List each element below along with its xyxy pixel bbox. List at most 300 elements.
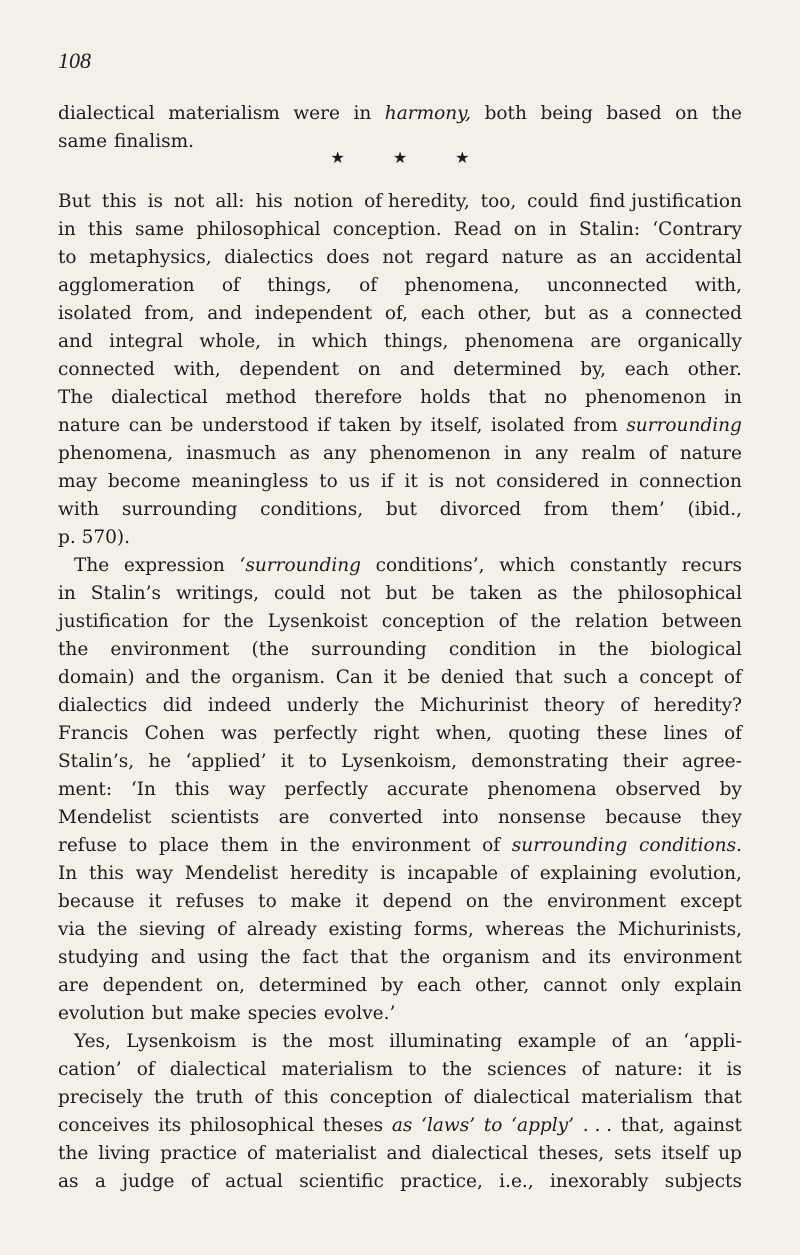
paragraph-lysenkoism bbox=[58, 1028, 742, 1196]
word: of bbox=[359, 275, 378, 296]
text-line bbox=[58, 272, 742, 300]
word: the bbox=[260, 947, 291, 968]
text-line bbox=[58, 328, 742, 356]
word: such bbox=[563, 667, 608, 688]
word: is bbox=[726, 1059, 742, 1080]
word: phenomena bbox=[464, 331, 574, 352]
word: that bbox=[488, 387, 527, 408]
word: a bbox=[621, 303, 633, 324]
word: no bbox=[544, 387, 568, 408]
word: as bbox=[58, 1171, 79, 1192]
word: and bbox=[145, 667, 181, 688]
word: nature bbox=[58, 415, 121, 436]
word: this bbox=[101, 191, 137, 212]
word: materialism bbox=[168, 103, 280, 124]
star-icon: ★ bbox=[392, 148, 408, 167]
word: of bbox=[581, 1059, 600, 1080]
word: with, bbox=[173, 359, 221, 380]
word: any bbox=[323, 443, 357, 464]
word: philosophical bbox=[189, 1115, 315, 1136]
word: sciences bbox=[487, 1059, 567, 1080]
word: are bbox=[590, 331, 622, 352]
text-line bbox=[58, 888, 742, 916]
word: things, bbox=[267, 275, 332, 296]
word: theses bbox=[322, 1115, 384, 1136]
word: on bbox=[513, 219, 537, 240]
word: But bbox=[58, 191, 91, 212]
word: constantly bbox=[569, 555, 667, 576]
word: of bbox=[217, 919, 236, 940]
word: his bbox=[255, 191, 283, 212]
word: by bbox=[380, 975, 404, 996]
word: of bbox=[620, 695, 639, 716]
word: the bbox=[576, 919, 607, 940]
paragraph-stalin-quote bbox=[58, 188, 742, 552]
word: in bbox=[277, 331, 296, 352]
word: determined bbox=[258, 975, 368, 996]
word: unconnected bbox=[546, 275, 668, 296]
word: observed bbox=[615, 779, 701, 800]
text-line bbox=[58, 300, 742, 328]
word: may bbox=[58, 471, 98, 492]
word: notion bbox=[293, 191, 354, 212]
word: the bbox=[154, 1087, 185, 1108]
word: converted bbox=[328, 807, 423, 828]
word: Lysenkoism bbox=[126, 1031, 237, 1052]
word: its bbox=[158, 1115, 182, 1136]
word: they bbox=[701, 807, 742, 828]
word: does bbox=[326, 247, 370, 268]
word: example bbox=[517, 1031, 597, 1052]
word: into bbox=[442, 807, 479, 828]
word: their bbox=[622, 751, 668, 772]
word: refuses bbox=[175, 891, 245, 912]
word: were bbox=[293, 103, 340, 124]
word: surrounding bbox=[626, 415, 742, 436]
word: the bbox=[441, 1059, 473, 1080]
word: lines bbox=[663, 723, 708, 744]
word: to bbox=[128, 835, 148, 856]
word: concept bbox=[639, 667, 714, 688]
word: sieving bbox=[139, 919, 206, 940]
word: other, bbox=[475, 975, 530, 996]
word: connected bbox=[58, 359, 155, 380]
word: expression bbox=[123, 555, 225, 576]
word: that bbox=[514, 667, 553, 688]
word: of bbox=[723, 667, 742, 688]
word: it bbox=[383, 667, 397, 688]
text-line bbox=[58, 1112, 742, 1140]
word: an bbox=[644, 1031, 668, 1052]
word: it bbox=[280, 751, 295, 772]
word: environment bbox=[547, 891, 667, 912]
word: in bbox=[610, 471, 629, 492]
word: if bbox=[380, 471, 394, 492]
word: and bbox=[150, 947, 186, 968]
page-number: 108 bbox=[58, 48, 91, 73]
text-line bbox=[58, 384, 742, 412]
word: theses, bbox=[538, 1143, 605, 1164]
word: the bbox=[572, 583, 603, 604]
word: nonsense bbox=[498, 807, 586, 828]
word: because bbox=[58, 891, 135, 912]
word: most bbox=[328, 1031, 374, 1052]
word: illuminating bbox=[389, 1031, 503, 1052]
word: quoting bbox=[508, 723, 581, 744]
word: same bbox=[134, 219, 184, 240]
word: scientists bbox=[170, 807, 260, 828]
word: of bbox=[498, 611, 517, 632]
text-line bbox=[58, 776, 742, 804]
word: considered bbox=[496, 471, 600, 492]
word: become bbox=[107, 471, 181, 492]
word: dialectical bbox=[473, 1087, 570, 1108]
word: phenomena bbox=[487, 779, 597, 800]
word: organically bbox=[637, 331, 742, 352]
word: that bbox=[704, 1087, 742, 1108]
word: heredity? bbox=[653, 695, 742, 716]
word: organism. bbox=[231, 667, 326, 688]
word: using bbox=[197, 947, 249, 968]
word: by, bbox=[580, 359, 606, 380]
text-line bbox=[58, 412, 742, 440]
word: nature bbox=[679, 443, 742, 464]
paragraph-block bbox=[58, 188, 742, 1196]
word: it bbox=[404, 471, 418, 492]
word: writings, bbox=[175, 583, 260, 604]
word: meaningless bbox=[191, 471, 309, 492]
word: it bbox=[148, 891, 162, 912]
word: Mendelist bbox=[184, 863, 279, 884]
text-line bbox=[58, 944, 742, 972]
word: studying bbox=[58, 947, 139, 968]
word: which bbox=[499, 555, 556, 576]
word: to bbox=[483, 1115, 503, 1136]
text-line bbox=[58, 244, 742, 272]
text-line bbox=[58, 100, 742, 128]
word: conception. bbox=[332, 219, 442, 240]
word: us bbox=[348, 471, 371, 492]
word: the bbox=[309, 835, 340, 856]
word: be bbox=[407, 667, 431, 688]
word: truth bbox=[195, 1087, 244, 1108]
word: all: bbox=[215, 191, 245, 212]
word: each bbox=[420, 303, 465, 324]
word: subjects bbox=[664, 1171, 742, 1192]
word: make bbox=[290, 891, 342, 912]
word: conception bbox=[381, 611, 485, 632]
word: i.e., bbox=[499, 1171, 534, 1192]
word: refuse bbox=[58, 835, 117, 856]
word: the bbox=[530, 611, 561, 632]
word: of, bbox=[384, 303, 409, 324]
word: biological bbox=[650, 639, 742, 660]
word: Mendelist bbox=[58, 807, 152, 828]
word: phenomenon bbox=[369, 443, 491, 464]
word: right bbox=[373, 723, 420, 744]
word: understood bbox=[202, 415, 309, 436]
word: conditions’, bbox=[375, 555, 485, 576]
word: explaining bbox=[539, 863, 638, 884]
word: against bbox=[673, 1115, 742, 1136]
text-line bbox=[58, 1140, 742, 1168]
word: itself, bbox=[430, 415, 483, 436]
word: practice bbox=[160, 1143, 238, 1164]
text-line bbox=[58, 832, 742, 860]
word: heredity bbox=[289, 863, 369, 884]
word: cannot bbox=[543, 975, 607, 996]
word: them bbox=[220, 835, 269, 856]
word: can bbox=[128, 415, 163, 436]
word: inasmuch bbox=[186, 443, 277, 464]
word: dialectics bbox=[224, 247, 314, 268]
word: not bbox=[340, 583, 371, 604]
text-line bbox=[58, 580, 742, 608]
word: are bbox=[58, 975, 89, 996]
word: to bbox=[408, 1059, 427, 1080]
word: surrounding bbox=[311, 639, 427, 660]
word: could bbox=[527, 191, 579, 212]
word: as bbox=[391, 1115, 413, 1136]
word: isolated bbox=[58, 303, 132, 324]
text-line bbox=[58, 552, 742, 580]
word: justification bbox=[58, 611, 169, 632]
word: already bbox=[246, 919, 317, 940]
word: in bbox=[548, 219, 567, 240]
word: dialectical bbox=[111, 387, 208, 408]
word: of bbox=[136, 1059, 155, 1080]
word: isolated bbox=[490, 415, 565, 436]
word: to bbox=[258, 891, 277, 912]
word: fact bbox=[302, 947, 339, 968]
word: Lysenkoism, bbox=[341, 751, 458, 772]
word: from, bbox=[144, 303, 195, 324]
word: and bbox=[207, 303, 243, 324]
word: of bbox=[648, 443, 667, 464]
word: method bbox=[225, 387, 297, 408]
text-line bbox=[58, 664, 742, 692]
word: environment bbox=[622, 947, 742, 968]
word: the bbox=[58, 639, 89, 660]
word: with bbox=[58, 499, 100, 520]
word: materialist bbox=[275, 1143, 377, 1164]
word: depend bbox=[382, 891, 452, 912]
word: is bbox=[380, 863, 396, 884]
text-line bbox=[58, 1084, 742, 1112]
word: the bbox=[97, 919, 128, 940]
word: (the bbox=[251, 639, 290, 660]
word: of bbox=[723, 723, 742, 744]
word: the bbox=[58, 1143, 89, 1164]
word: The bbox=[74, 555, 110, 576]
word: way bbox=[135, 863, 173, 884]
word: except bbox=[679, 891, 742, 912]
text-line bbox=[58, 608, 742, 636]
word: but bbox=[544, 303, 576, 324]
text-line bbox=[58, 748, 742, 776]
word: precisely bbox=[58, 1087, 143, 1108]
word: any bbox=[534, 443, 569, 464]
word: the bbox=[399, 947, 431, 968]
word: as bbox=[289, 443, 310, 464]
word: these bbox=[596, 723, 648, 744]
word: species bbox=[247, 1003, 317, 1024]
word: to bbox=[319, 471, 338, 492]
word: evolve.’ bbox=[323, 1003, 396, 1024]
word: its bbox=[588, 947, 612, 968]
word: from bbox=[573, 415, 618, 436]
text-line bbox=[58, 692, 742, 720]
text-line bbox=[58, 1168, 742, 1196]
word: relation bbox=[574, 611, 649, 632]
word: when, bbox=[435, 723, 493, 744]
word: ‘laws’ bbox=[421, 1115, 476, 1136]
word: not bbox=[454, 471, 486, 492]
word: it bbox=[698, 1059, 712, 1080]
word: surrounding bbox=[121, 499, 238, 520]
word: metaphysics, bbox=[89, 247, 212, 268]
word: determined bbox=[453, 359, 562, 380]
word: as bbox=[588, 303, 609, 324]
word: not bbox=[382, 247, 413, 268]
word: this bbox=[174, 779, 210, 800]
word: find justification bbox=[589, 191, 742, 212]
word: is bbox=[251, 1031, 268, 1052]
word: not bbox=[173, 191, 205, 212]
word: ‘surrounding bbox=[239, 555, 361, 576]
word: demonstrating bbox=[471, 751, 609, 772]
word: be bbox=[431, 583, 455, 604]
word: only bbox=[620, 975, 661, 996]
text-line bbox=[58, 860, 742, 888]
word: environment bbox=[351, 835, 471, 856]
word: realm bbox=[581, 443, 636, 464]
word: dependent bbox=[102, 975, 203, 996]
word: as bbox=[536, 583, 558, 604]
word: he bbox=[148, 751, 172, 772]
word: finalism. bbox=[114, 131, 195, 152]
word: Read bbox=[453, 219, 502, 240]
word: dialectical bbox=[431, 1143, 529, 1164]
word: on bbox=[675, 103, 699, 124]
word: theory bbox=[544, 695, 605, 716]
word: ‘apply’ bbox=[511, 1115, 575, 1136]
word: of bbox=[482, 835, 501, 856]
word: condition bbox=[448, 639, 537, 660]
word: Michurinists, bbox=[618, 919, 742, 940]
word: did bbox=[162, 695, 193, 716]
word: independent bbox=[254, 303, 373, 324]
word: Cohen bbox=[144, 723, 205, 744]
word: conceives bbox=[58, 1115, 150, 1136]
word: make bbox=[189, 1003, 241, 1024]
word: that bbox=[350, 947, 388, 968]
word: perfectly bbox=[284, 779, 368, 800]
word: to bbox=[308, 751, 327, 772]
word: phenomena, bbox=[404, 275, 520, 296]
word: regard bbox=[425, 247, 489, 268]
word: of bbox=[247, 1143, 266, 1164]
word: accidental bbox=[645, 247, 742, 268]
word: if bbox=[317, 415, 330, 436]
word: dialectics bbox=[58, 695, 148, 716]
word: was bbox=[220, 723, 258, 744]
word: in bbox=[58, 219, 76, 240]
word: phenomenon bbox=[585, 387, 707, 408]
word: other, bbox=[477, 303, 532, 324]
word: domain) bbox=[58, 667, 135, 688]
text-line bbox=[58, 524, 742, 552]
word: judge bbox=[122, 1171, 175, 1192]
word: sets bbox=[614, 1143, 652, 1164]
word: evolution, bbox=[649, 863, 742, 884]
text-line bbox=[58, 1056, 742, 1084]
word: them’ bbox=[611, 499, 665, 520]
word: integral bbox=[109, 331, 184, 352]
word: taken bbox=[469, 583, 522, 604]
word: taken bbox=[338, 415, 392, 436]
word: therefore bbox=[314, 387, 403, 408]
word: indeed bbox=[207, 695, 272, 716]
word: p. 570). bbox=[58, 527, 131, 548]
word: by bbox=[399, 415, 422, 436]
word: ment: bbox=[58, 779, 113, 800]
word: on, bbox=[216, 975, 246, 996]
word: the bbox=[374, 695, 405, 716]
word: the bbox=[282, 1031, 313, 1052]
word: philosophical bbox=[196, 219, 321, 240]
text-line bbox=[58, 468, 742, 496]
word: could bbox=[274, 583, 326, 604]
word: of bbox=[443, 1087, 462, 1108]
text-line bbox=[58, 216, 742, 244]
text-line bbox=[58, 496, 742, 524]
word: connected bbox=[645, 303, 742, 324]
word: nature bbox=[501, 247, 564, 268]
word: each bbox=[417, 975, 462, 996]
word: to bbox=[58, 247, 77, 268]
word: denied bbox=[440, 667, 505, 688]
word: (ibid., bbox=[687, 499, 742, 520]
word: as bbox=[576, 247, 597, 268]
word: but bbox=[385, 583, 417, 604]
word: with, bbox=[694, 275, 742, 296]
word: the bbox=[598, 639, 629, 660]
word: but bbox=[151, 1003, 183, 1024]
word: is bbox=[428, 471, 445, 492]
word: things, bbox=[383, 331, 449, 352]
word: In bbox=[58, 863, 78, 884]
word: by bbox=[719, 779, 742, 800]
word: Yes, bbox=[74, 1031, 111, 1052]
word: based bbox=[606, 103, 662, 124]
word: conception bbox=[329, 1087, 433, 1108]
word: for bbox=[182, 611, 210, 632]
word: same bbox=[58, 131, 108, 152]
word: conditions. bbox=[639, 835, 742, 856]
paragraph-expression bbox=[58, 552, 742, 1028]
word: environment bbox=[110, 639, 230, 660]
word: Stalin’s, bbox=[58, 751, 135, 772]
text-line bbox=[58, 636, 742, 664]
word: accurate bbox=[386, 779, 469, 800]
word: whole, bbox=[199, 331, 262, 352]
word: inexorably bbox=[550, 1171, 649, 1192]
text-line bbox=[58, 1028, 742, 1056]
word: Michurinist bbox=[419, 695, 529, 716]
word: of bbox=[611, 1031, 630, 1052]
word: the bbox=[190, 667, 221, 688]
